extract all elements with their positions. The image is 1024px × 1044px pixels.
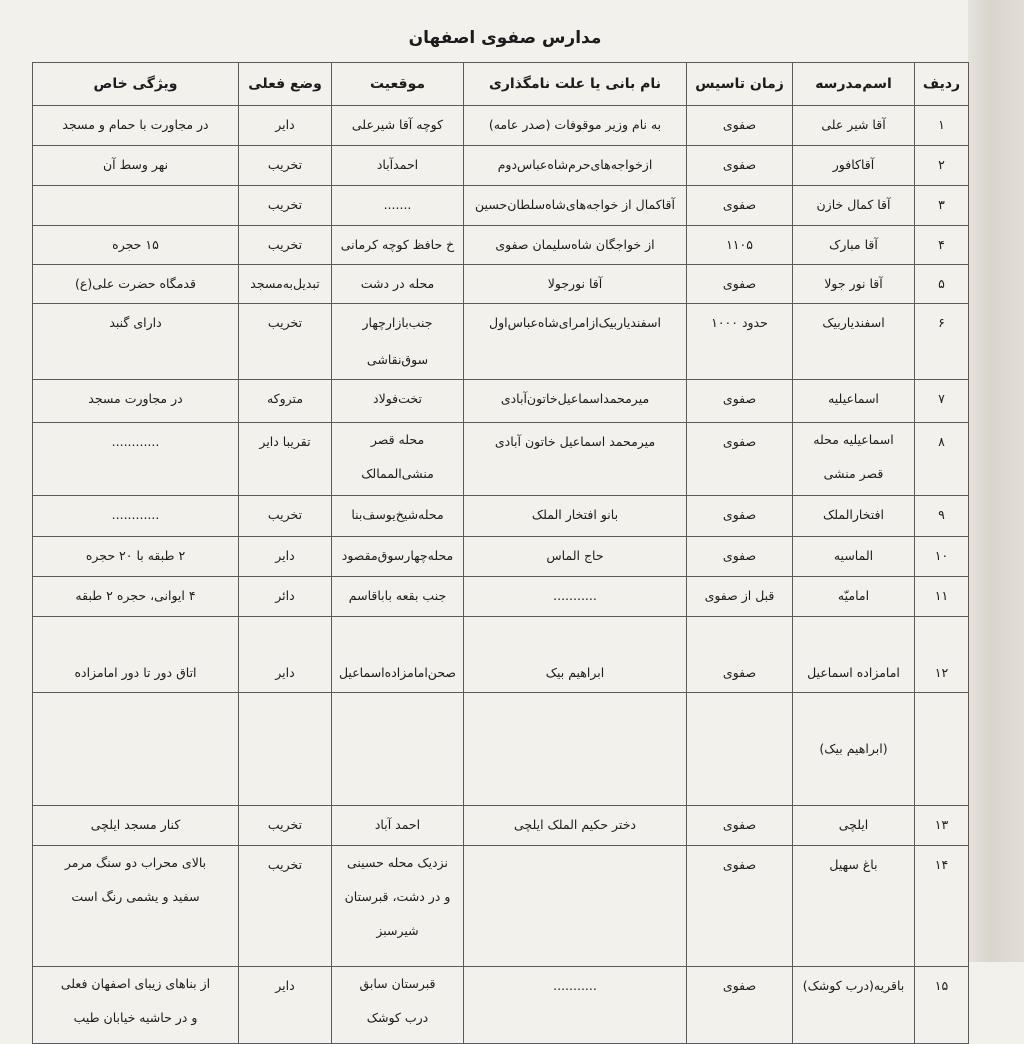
cell-school-name: باقریه(درب کوشک) (793, 967, 915, 1044)
cell-school-name: اسماعیلیه (793, 380, 915, 423)
cell-status: تخریب (239, 304, 332, 380)
cell-feature: کنار مسجد ایلچی (33, 806, 239, 846)
cell-school-name: آقا نور جولا (793, 265, 915, 304)
cell-founded: حدود ۱۰۰۰ (687, 304, 793, 380)
empty-subcell (33, 730, 238, 768)
cell-school-name: امامیّه (793, 577, 915, 617)
cell-founded: صفوی (687, 806, 793, 846)
cell-school-name: ایلچی (793, 806, 915, 846)
table-header-row (33, 63, 969, 106)
cell-row-number: ۱۴ (915, 846, 969, 967)
cell-status: تخریب (239, 806, 332, 846)
cell-founded: صفوی (687, 423, 793, 496)
cell-status: دایر (239, 537, 332, 577)
cell-founded: ۱۱۰۵ (687, 226, 793, 265)
cell-feature: در مجاورت مسجد (33, 380, 239, 423)
school-name-subtext: (ابراهیم بیک) (819, 741, 888, 756)
cell-feature: قدمگاه حضرت علی(ع) (33, 265, 239, 304)
cell-location: محله‌چهارسوق‌مقصود (332, 537, 464, 577)
cell-location: نزدیک محله حسینی و در دشت، قبرستان شیرسبز (332, 846, 464, 967)
cell-founded: صفوی (687, 106, 793, 146)
cell-feature: در مجاورت با حمام و مسجد (33, 106, 239, 146)
school-name-text: امامزاده اسماعیل (793, 654, 914, 693)
empty-subcell (332, 730, 463, 768)
cell-location: تخت‌فولاد (332, 380, 464, 423)
cell-feature: ۱۵ حجره (33, 226, 239, 265)
cell-row-number: ۱۳ (915, 806, 969, 846)
cell-location (332, 617, 464, 806)
cell-row-number: ۸ (915, 423, 969, 496)
table-row (33, 304, 969, 380)
cell-founder (464, 617, 687, 806)
cell-location: خ حافظ کوچه کرمانی (332, 226, 464, 265)
cell-founder: میرمحمد اسماعیل خاتون آبادی (464, 423, 687, 496)
cell-status: تخریب (239, 146, 332, 186)
cell-status (239, 617, 332, 806)
table-row (33, 537, 969, 577)
cell-feature: ............ (33, 496, 239, 537)
table-row (33, 806, 969, 846)
cell-founder (464, 846, 687, 967)
header-school-name: اسم‌مدرسه (793, 63, 915, 106)
table-row (33, 380, 969, 423)
cell-school-name: آقا مبارک (793, 226, 915, 265)
cell-feature (33, 617, 239, 806)
cell-school-name: آقاکافور (793, 146, 915, 186)
cell-feature: ۲ طبقه با ۲۰ حجره (33, 537, 239, 577)
table-row (33, 617, 969, 806)
cell-founder: از خواجگان شاه‌سلیمان صفوی (464, 226, 687, 265)
cell-founder: ........... (464, 577, 687, 617)
table-row (33, 186, 969, 226)
founder-text: ابراهیم بیک (464, 654, 686, 693)
cell-feature: نهر وسط آن (33, 146, 239, 186)
cell-row-number: ۵ (915, 265, 969, 304)
cell-status: تقریبا دایر (239, 423, 332, 496)
cell-feature (33, 186, 239, 226)
cell-founder: اسفندیاربیک‌ازامرای‌شاه‌عباس‌اول (464, 304, 687, 380)
cell-location: کوچه آقا شیرعلی (332, 106, 464, 146)
cell-school-name: اسماعیلیه محله قصر منشی (793, 423, 915, 496)
cell-founder: دختر حکیم الملک ایلچی (464, 806, 687, 846)
cell-feature: ۴ ایوانی، حجره ۲ طبقه (33, 577, 239, 617)
header-feature: ویژگی خاص (33, 63, 239, 106)
cell-feature: بالای محراب دو سنگ مرمر سفید و یشمی رنگ است (33, 846, 239, 967)
cell-founder: ازخواجه‌های‌حرم‌شاه‌عباس‌دوم (464, 146, 687, 186)
table-row (33, 496, 969, 537)
cell-founded: صفوی (687, 186, 793, 226)
cell-status: تخریب (239, 846, 332, 967)
row-number-text: ۱۲ (915, 654, 968, 693)
header-location: موقعیت (332, 63, 464, 106)
cell-location: احمدآباد (332, 146, 464, 186)
cell-feature: از بناهای زیبای اصفهان فعلی و در حاشیه خیابان طیب (33, 967, 239, 1044)
cell-feature: دارای گنبد (33, 304, 239, 380)
cell-founded (687, 617, 793, 806)
cell-founder: میرمحمداسماعیل‌خاتون‌آبادی (464, 380, 687, 423)
cell-location: محله در دشت (332, 265, 464, 304)
empty-subcell (687, 730, 792, 768)
cell-row-number: ۱۱ (915, 577, 969, 617)
cell-status: دایر (239, 967, 332, 1044)
cell-row-number: ۴ (915, 226, 969, 265)
cell-status: تخریب (239, 186, 332, 226)
empty-subcell (464, 730, 686, 768)
cell-founded: صفوی (687, 537, 793, 577)
cell-founder: آقاکمال از خواجه‌های‌شاه‌سلطان‌حسین (464, 186, 687, 226)
cell-location: محله قصر منشی‌الممالک (332, 423, 464, 496)
cell-location: محله‌شیخ‌یوسف‌بنا (332, 496, 464, 537)
cell-feature: ............ (33, 423, 239, 496)
cell-status: تخریب (239, 226, 332, 265)
header-status: وضع فعلی (239, 63, 332, 106)
cell-row-number: ۲ (915, 146, 969, 186)
page-edge (968, 0, 1024, 962)
cell-founded: صفوی (687, 967, 793, 1044)
founded-text: صفوی (687, 654, 792, 693)
cell-founded: صفوی (687, 146, 793, 186)
page-title: مدارس صفوی اصفهان (408, 28, 602, 48)
cell-location: جنب بقعه باباقاسم (332, 577, 464, 617)
cell-founder: بانو افتخار الملک (464, 496, 687, 537)
cell-status: متروکه (239, 380, 332, 423)
cell-school-name: آقا شیر علی (793, 106, 915, 146)
header-row-number: ردیف (915, 63, 969, 106)
cell-status: تخریب (239, 496, 332, 537)
status-text: دایر (239, 654, 331, 693)
cell-status: دایر (239, 106, 332, 146)
cell-row-number: ۱۵ (915, 967, 969, 1044)
cell-row-number: ۹ (915, 496, 969, 537)
cell-founded: صفوی (687, 846, 793, 967)
header-founded: زمان تاسیس (687, 63, 793, 106)
schools-table (32, 62, 969, 1044)
table-row (33, 265, 969, 304)
header-founder: نام بانی یا علت نامگذاری (464, 63, 687, 106)
cell-founder: آقا نورجولا (464, 265, 687, 304)
feature-text: اتاق دور تا دور امامزاده (33, 654, 238, 693)
cell-row-number: ۱۰ (915, 537, 969, 577)
cell-founder: به نام وزیر موقوفات (صدر عامه) (464, 106, 687, 146)
cell-founded: صفوی (687, 496, 793, 537)
cell-location: جنب‌بازارچهار سوق‌نقاشی (332, 304, 464, 380)
cell-school-name: باغ سهیل (793, 846, 915, 967)
cell-school-name: افتخارالملک (793, 496, 915, 537)
cell-row-number: ۱ (915, 106, 969, 146)
cell-row-number (915, 617, 969, 806)
cell-school-name: اسفندیاربیک (793, 304, 915, 380)
cell-school-name (793, 617, 915, 806)
cell-school-name: آقا کمال خازن (793, 186, 915, 226)
cell-row-number: ۶ (915, 304, 969, 380)
table-row (33, 226, 969, 265)
cell-status: تبدیل‌به‌مسجد (239, 265, 332, 304)
cell-location: قبرستان سابق درب کوشک (332, 967, 464, 1044)
cell-founder: ........... (464, 967, 687, 1044)
cell-founded: قبل از صفوی (687, 577, 793, 617)
cell-location: احمد آباد (332, 806, 464, 846)
cell-row-number: ۳ (915, 186, 969, 226)
table-row (33, 846, 969, 967)
table-row (33, 577, 969, 617)
location-text: صحن‌امامزاده‌اسماعیل (332, 654, 463, 693)
table-row (33, 423, 969, 496)
cell-location: ....... (332, 186, 464, 226)
cell-school-name: الماسیه (793, 537, 915, 577)
cell-status: دائر (239, 577, 332, 617)
table-row (33, 146, 969, 186)
table-row (33, 967, 969, 1044)
table-row (33, 106, 969, 146)
empty-subcell (915, 730, 968, 768)
cell-founder: حاج الماس (464, 537, 687, 577)
cell-founded: صفوی (687, 265, 793, 304)
cell-founded: صفوی (687, 380, 793, 423)
empty-subcell (239, 730, 331, 768)
cell-row-number: ۷ (915, 380, 969, 423)
